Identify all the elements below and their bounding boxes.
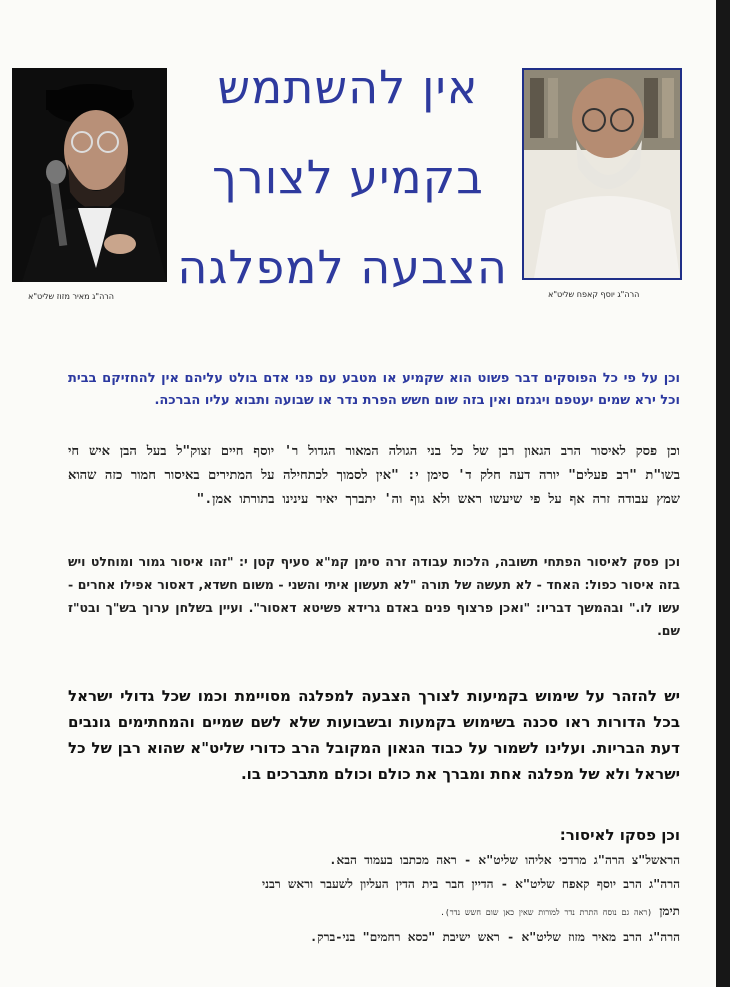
headline-line-3: הצבעה למפלגה <box>177 240 508 294</box>
ruling-kapach-note: (ראה גם נוסח התרת נדר למורות שאין כאן שום חשש נדר). <box>440 908 653 917</box>
headline-line-2: בקמיע לצורך <box>212 150 484 204</box>
ruling-kapach-continued-main: תימן <box>659 904 680 918</box>
headline-line-1: אין להשתמש <box>217 60 479 114</box>
rulings-heading: וכן פסקו לאיסור: <box>559 826 680 844</box>
left-photo-caption: הרה"ג מאיר מזוז שליט"א <box>28 292 115 301</box>
warning-paragraph: יש להזהר על שימוש בקמיעות לצורך הצבעה למפלגה מסויימת וכמו שכל גדולי ישראל בכל הדורות ראו סכנה בשימוש בקמעות ובשבועות שלא לשם שמיים והמחתימים גונבים דעת הבריות. ועלינו לשמור על כבוד הגאון המקובל הרב כדורי שליט"א שהוא רבן של כל ישראל ולא של מפלגה אחת ומברך את כולם וכולם מתברכים בו. <box>68 687 680 783</box>
ben-ish-chai-paragraph: וכן פסק לאיסור הרב הגאון רבן של כל בני הגולה המאור הגדול ר' יוסף חיים זצוק"ל בעל הבן איש חי בשו"ת "רב פעלים" יורה דעה חלק ד' סימן י: "אין לסמוך לכתחילה על המתירים באיסור חמור כזה שהוא שמץ עבודה זרה אף על פי שיעשו ראש ולא גוף וה' יתברך יאיר עינינו בתורתו אמן." <box>68 444 680 507</box>
right-photo-caption: הרה"ג יוסף קאפח שליט"א <box>548 290 640 299</box>
ruling-kapach-continued <box>68 904 680 919</box>
scan-edge <box>716 0 730 987</box>
ruling-eliyahu: הראשל"צ הרה"ג מרדכי אליהו שליט"א - ראה מכתבו בעמוד הבא. <box>329 853 680 867</box>
ruling-mazuz: הרה"ג הרב מאיר מזוז שליט"א - ראש ישיבת "כסא רחמים" בני-ברק. <box>309 930 680 944</box>
pitchei-teshuva-paragraph: וכן פסק לאיסור הפתחי תשובה, הלכות עבודה זרה סימן קמ"א סעיף קטן י: "זהו איסור גמור ומוחלט ויש בזה איסור כפול: האחד - לא תעשה של תורה "לא תעשון איתי והשני - משום חשדא, דאסור אפילו אחרים - עשו לו." ובהמשך דבריו: "ואכן פרצוף פנים באדם גרידא פשיטא דאסור". ועיין בשלחן ערוך בש"ך ובט"ז שם. <box>68 554 680 638</box>
rabbi-mazuz-photo <box>12 68 167 282</box>
rabbi-kapach-photo <box>522 68 682 280</box>
intro-paragraph: וכן על פי כל הפוסקים דבר פשוט הוא שקמיע או מטבע עם פני אדם בולט עליהם אין להחזיקם בבית וכל ירא שמים יעטפם ויגנזם ואין בזה שום חשש הפרת נדר או שבועה ותבוא עליו הברכה. <box>68 371 680 408</box>
ruling-kapach: הרה"ג הרב יוסף קאפח שליט"א - הדיין חבר בית הדין העליון לשעבר וראש רבני <box>261 877 680 891</box>
